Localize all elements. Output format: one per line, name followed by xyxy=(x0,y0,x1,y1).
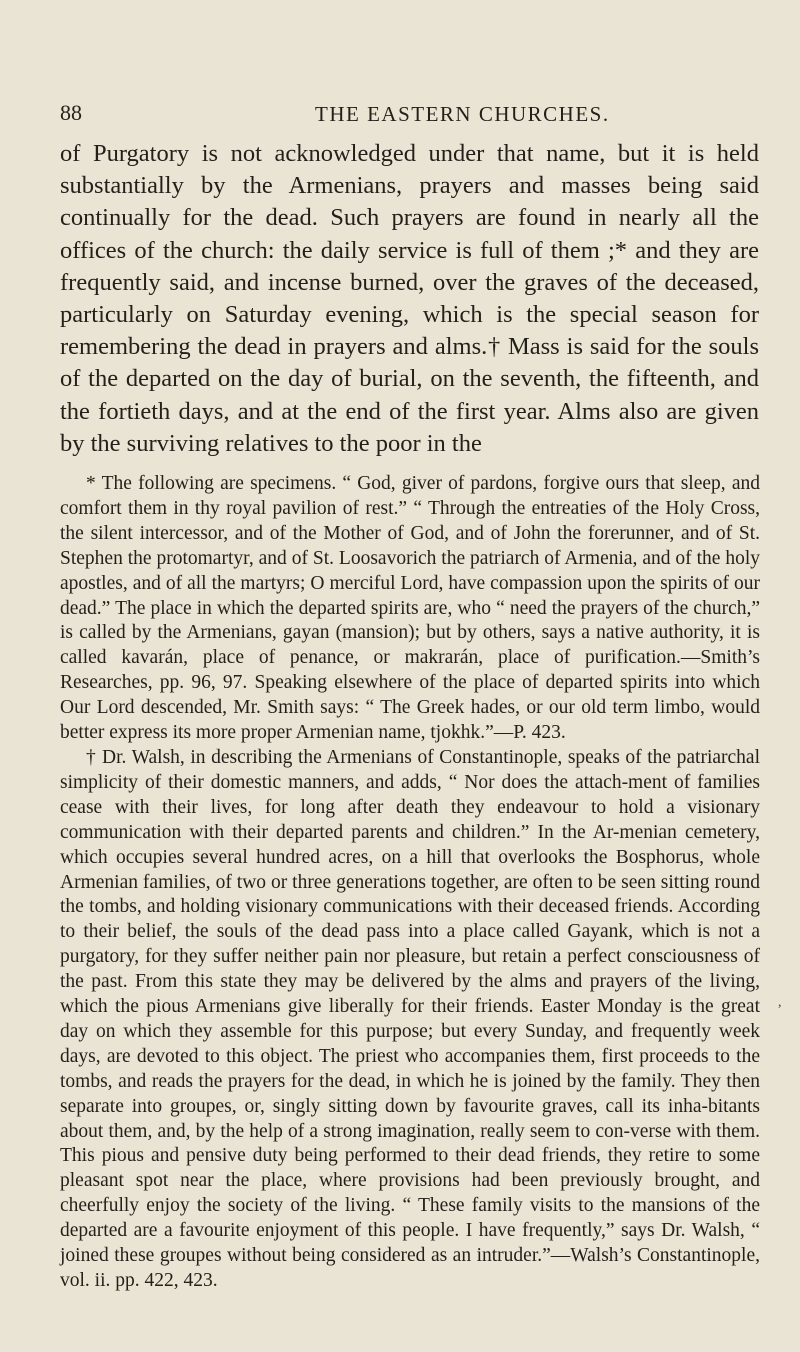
footnotes xyxy=(60,472,760,1294)
footnote-dagger: † Dr. Walsh, in describing the Armenians of Constantinople, speaks of the patriarchal simplicity of their domestic manners, and adds, “ Nor does the attach-ment of families cease with their lives, for long after death they endeavour to hold a visionary communication with their departed parents and children.” In the Ar-menian cemetery, which occupies several hundred acres, on a hill that overlooks the Bosphorus, whole Armenian families, of two or three generations together, are often to be seen sitting round the tombs, and holding visionary communications with their deceased friends. According to their belief, the souls of the dead pass into a place called Gayank, which is not a purgatory, for they suffer neither pain nor pleasure, but retain a perfect consciousness of the past. From this state they may be delivered by the alms and prayers of the living, which the pious Armenians give liberally for their friends. Easter Monday is the great day on which they assemble for this purpose; but every Sunday, and frequently week days, are devoted to this object. The priest who accompanies them, first proceeds to the tombs, and reads the prayers for the dead, in which he is joined by the family. They then separate into groupes, or, singly sitting down by favourite graves, call its inha-bitants about them, and, by the help of a strong imagination, really seem to con-verse with them. This pious and pensive duty being performed to their dead friends, they retire to some pleasant spot near the place, where provisions had been previously brought, and cheerfully enjoy the society of the living. “ These family visits to the mansions of the departed are a favourite enjoyment of this people. I have frequently,” says Dr. Walsh, “ joined these groupes without being considered as an intruder.”—Walsh’s Constantinople, vol. ii. pp. 422, 423. xyxy=(60,746,760,1291)
running-title: THE EASTERN CHURCHES. xyxy=(315,102,610,126)
running-head xyxy=(60,100,758,130)
margin-mark: , xyxy=(778,995,782,1010)
body-text xyxy=(60,138,759,460)
footnote-asterisk: * The following are specimens. “ God, giver of pardons, forgive ours that sleep, and comfort them in thy royal pavilion of rest.” “ Through the entreaties of the Holy Cross, the silent intercessor, and of the Mother of God, and of John the forerunner, and of St. Stephen the protomartyr, and of St. Loosavorich the patriarch of Armenia, and of the holy apostles, and of all the martyrs; O merciful Lord, have compassion upon the spirits of our dead.” The place in which the departed spirits are, who “ need the prayers of the church,” is called by the Armenians, gayan (mansion); but by others, says a native authority, it is called kavarán, place of penance, or makrarán, place of purification.—Smith’s Researches, pp. 96, 97. Speaking elsewhere of the place of departed spirits into which Our Lord descended, Mr. Smith says: “ The Greek hades, or our old term limbo, would better express its more proper Armenian name, tjokhk.”—P. 423. xyxy=(60,473,760,744)
page-number: 88 xyxy=(60,100,82,125)
body-paragraph: of Purgatory is not acknowledged under that name, but it is held substantially by the Armenians, prayers and masses being said continually for the dead. Such prayers are found in nearly all the offices of the church: the daily service is full of them ;* and they are frequently said, and incense burned, over the graves of the deceased, particularly on Saturday evening, which is the special season for remembering the dead in prayers and alms.† Mass is said for the souls of the departed on the day of burial, on the seventh, the fifteenth, and the fortieth days, and at the end of the first year. Alms also are given by the surviving relatives to the poor in the xyxy=(60,140,759,457)
